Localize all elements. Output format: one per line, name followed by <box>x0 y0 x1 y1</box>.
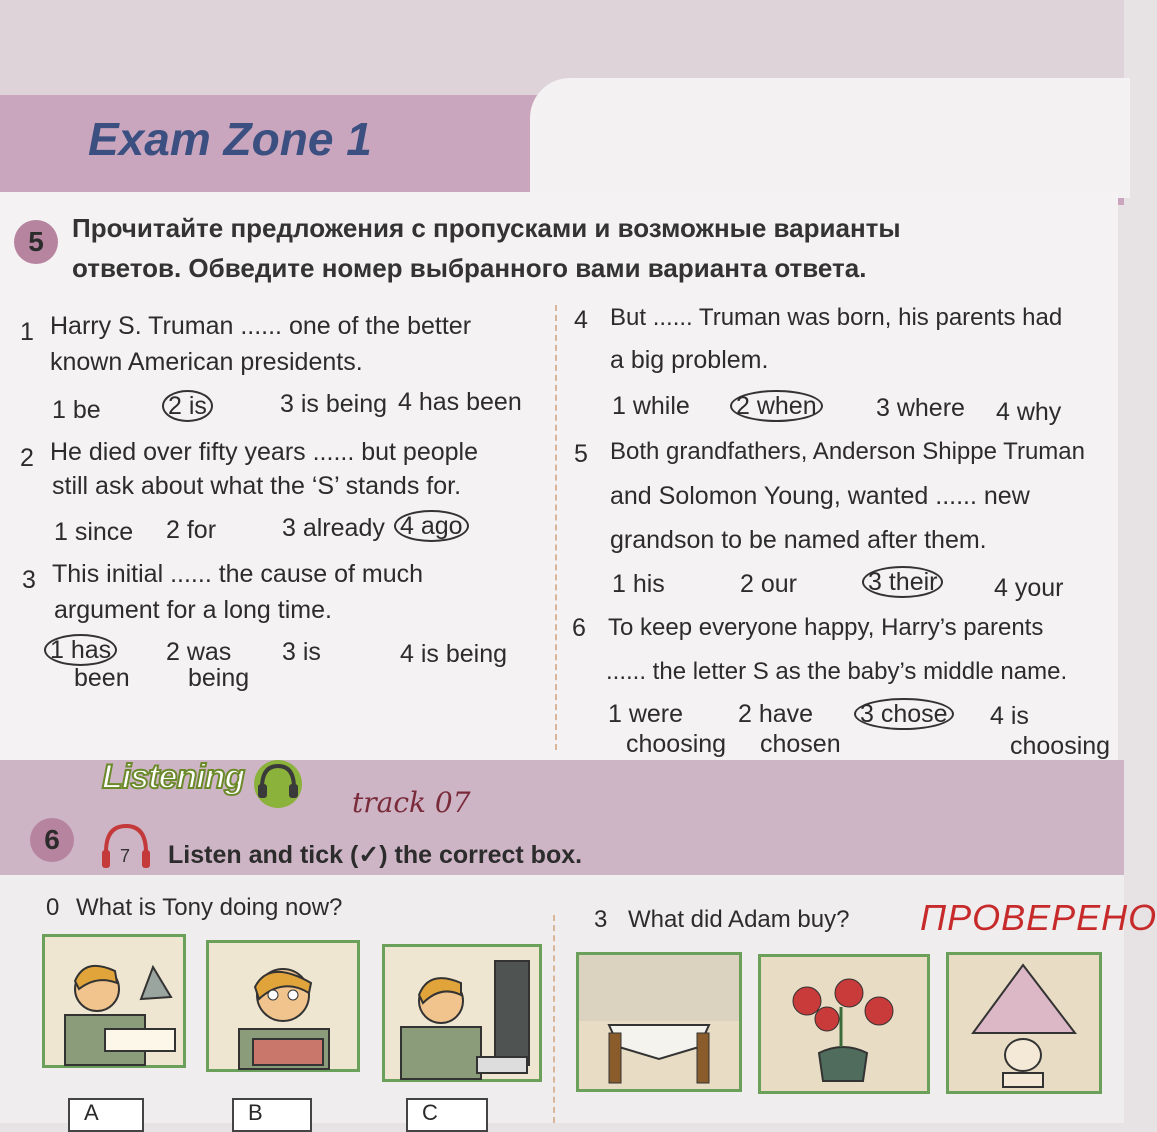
item5-option3 <box>862 566 943 598</box>
item5-option1: 1 his <box>612 570 665 598</box>
answer-circle: 2 is <box>162 390 213 422</box>
picture-b-flowers <box>758 954 930 1094</box>
picture-c-lamp <box>946 952 1102 1094</box>
item2-line1: He died over fifty years ...... but people <box>50 438 479 466</box>
item6-number: 6 <box>572 614 586 642</box>
task5-instruction-line1: Прочитайте предложения с пропусками и возможные варианты <box>72 213 901 243</box>
answer-circle: 2 when <box>730 390 823 422</box>
item3-option1 <box>44 634 117 666</box>
item5-number: 5 <box>574 440 588 468</box>
answer-circle: 4 ago <box>394 510 469 542</box>
boy-with-magazine-illustration <box>209 943 357 1069</box>
q0-text: What is Tony doing now? <box>76 894 343 921</box>
answer-box-label: A <box>84 1100 99 1125</box>
track-number: 7 <box>120 846 131 866</box>
answer-box-a[interactable] <box>68 1098 144 1132</box>
item1-line2: known American presidents. <box>50 348 363 376</box>
item3-number: 3 <box>22 566 36 594</box>
item6-line1: To keep everyone happy, Harry’s parents <box>608 614 1044 641</box>
item3-option2-cont: being <box>188 664 250 692</box>
item3-option3: 3 is <box>282 638 321 666</box>
lamp-illustration <box>949 955 1099 1091</box>
item2-option1: 1 since <box>54 518 134 546</box>
task5-instruction-line2: ответов. Обведите номер выбранного вами варианта ответа. <box>72 253 867 283</box>
item6-line2: ...... the letter S as the baby’s middle name. <box>606 658 1068 685</box>
page-title: Exam Zone 1 <box>88 113 372 165</box>
item5-option2: 2 our <box>740 570 797 598</box>
flower-pot-illustration <box>761 957 927 1091</box>
q0-number: 0 <box>46 894 60 921</box>
column-divider-bottom <box>553 915 555 1123</box>
item6-option4-cont: choosing <box>1010 732 1111 760</box>
item2-number: 2 <box>20 444 34 472</box>
item1-option1: 1 be <box>52 396 101 424</box>
item4-option2 <box>730 390 823 422</box>
answer-box-label: C <box>422 1100 438 1125</box>
answer-box-c[interactable] <box>406 1098 488 1132</box>
q3-text: What did Adam buy? <box>628 906 850 933</box>
item3-option2: 2 was <box>166 638 232 666</box>
item2-option3: 3 already <box>282 514 385 542</box>
task6-number-badge: 6 <box>30 818 74 862</box>
item6-option1-cont: choosing <box>626 730 727 758</box>
item2-option2: 2 for <box>166 516 217 544</box>
picture-c-boy-computer <box>382 944 542 1082</box>
item6-option2-cont: chosen <box>760 730 841 758</box>
item5-option4: 4 your <box>994 574 1064 602</box>
item4-line2: a big problem. <box>610 346 769 374</box>
item3-option1-cont: been <box>74 664 130 692</box>
picture-a-table <box>576 952 742 1092</box>
item3-line2: argument for a long time. <box>54 596 332 624</box>
answer-circle: 3 their <box>862 566 943 598</box>
checked-stamp: ПРОВЕРЕНО <box>920 897 1157 938</box>
q3-number: 3 <box>594 906 608 933</box>
answer-box-b[interactable] <box>232 1098 312 1132</box>
item1-line1: Harry S. Truman ...... one of the better <box>50 312 472 340</box>
header-tab <box>530 78 1130 198</box>
column-divider <box>555 305 557 750</box>
item4-number: 4 <box>574 306 588 334</box>
boy-reading-illustration <box>45 937 183 1065</box>
headphones-logo-icon <box>250 756 306 812</box>
item1-option2 <box>162 390 213 422</box>
boy-at-computer-illustration <box>385 947 539 1079</box>
item4-line1: But ...... Truman was born, his parents had <box>610 304 1063 331</box>
item1-option4: 4 has been <box>398 388 522 416</box>
item1-option3: 3 is being <box>280 390 388 418</box>
item6-option2: 2 have <box>738 700 814 728</box>
table-illustration <box>579 955 739 1089</box>
item4-option3: 3 where <box>876 394 965 422</box>
item6-option3 <box>854 698 954 730</box>
item4-option1: 1 while <box>612 392 690 420</box>
item2-line2: still ask about what the ‘S’ stands for. <box>52 472 462 500</box>
task5-number-badge: 5 <box>14 220 58 264</box>
item1-number: 1 <box>20 318 34 346</box>
item6-option4: 4 is <box>990 702 1029 730</box>
item6-option1: 1 were <box>608 700 684 728</box>
answer-circle: 1 has <box>44 634 117 666</box>
answer-circle: 3 chose <box>854 698 954 730</box>
answer-box-label: B <box>248 1100 263 1125</box>
handwritten-track-note: track 07 <box>352 786 471 819</box>
listening-logo: Listening <box>102 758 245 796</box>
item3-option4: 4 is being <box>400 640 508 668</box>
item4-option4: 4 why <box>996 398 1062 426</box>
item5-line1: Both grandfathers, Anderson Shippe Truman <box>610 438 1085 465</box>
picture-a-boy-reading <box>42 934 186 1068</box>
item5-line3: grandson to be named after them. <box>610 526 987 554</box>
item3-line1: This initial ...... the cause of much <box>52 560 423 588</box>
task6-instruction: Listen and tick (✓) the correct box. <box>168 841 583 869</box>
item5-line2: and Solomon Young, wanted ...... new <box>610 482 1030 510</box>
picture-b-boy-magazine <box>206 940 360 1072</box>
item2-option4 <box>394 510 469 542</box>
